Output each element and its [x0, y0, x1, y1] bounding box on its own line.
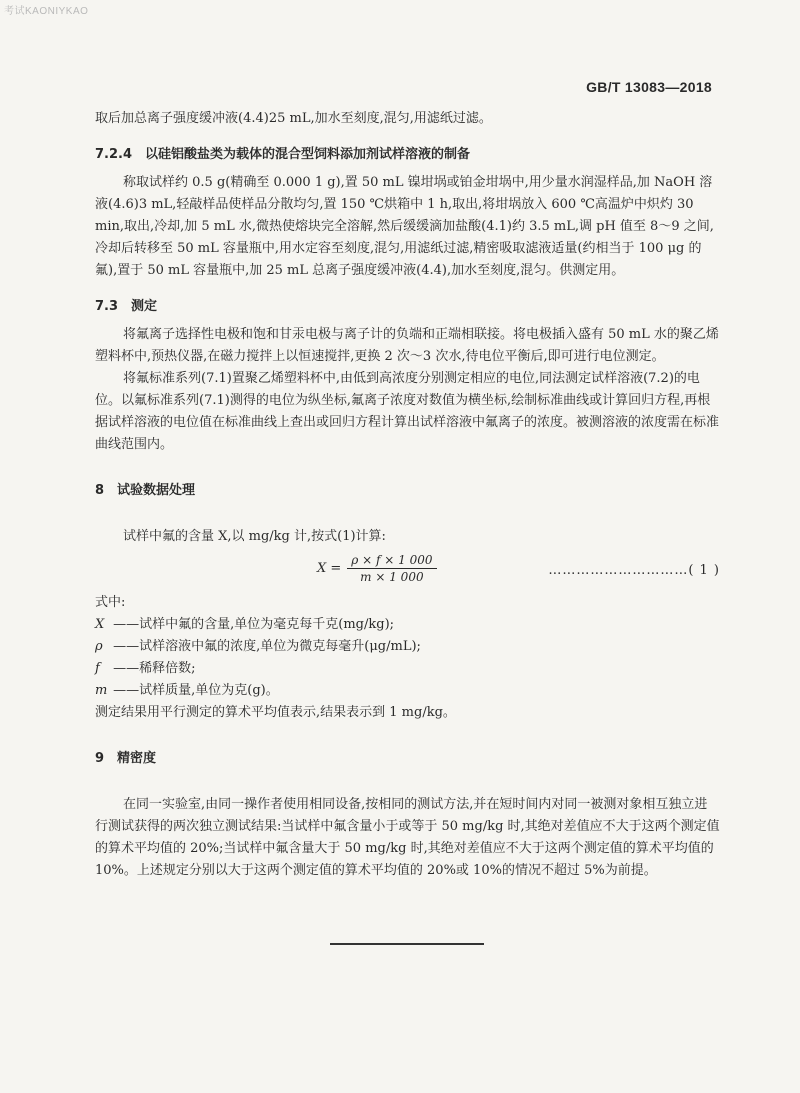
formula-expression — [317, 552, 437, 585]
where-label: 式中: — [95, 595, 126, 610]
end-rule — [330, 943, 484, 945]
formula-number: …………………………( 1 ) — [548, 563, 720, 578]
section-7-3-paragraph-1: 将氟离子选择性电极和饱和甘汞电极与离子计的负端和正端相联接。将电极插入盛有 50 mL 水的聚乙烯塑料杯中,预热仪器,在磁力搅拌上以恒速搅拌,更换 2 次～3 次水,待电位平衡后,即可进行电位测定。 — [95, 327, 719, 364]
section-7-2-4-text: 称取试样约 0.5 g(精确至 0.000 1 g),置 50 mL 镍坩埚或铂金坩埚中,用少量水润湿样品,加 NaOH 溶液(4.6)3 mL,轻敲样品使样品分散均匀,置 150 ℃烘箱中 1 h,取出,将坩埚放入 600 ℃高温炉中炽灼 30 min,取出,冷却,加 5 mL 水,微热使熔块完全溶解,然后缓缓滴加盐酸(4.1)约 3.5 mL,调 pH 值至 8～9 之间,冷却后转移至 50 mL 容量瓶中,用水定容至刻度,混匀,用滤纸过滤,精密吸取滤液适量(约相当于 100 μg 的氟),置于 50 mL 容量瓶中,加 25 mL 总离子强度缓冲液(4.4),加水至刻度,混匀。供测定用。 — [95, 175, 714, 278]
section-7-2-4-title: 7.2.4 以硅铝酸盐类为载体的混合型饲料添加剂试样溶液的制备 — [95, 147, 471, 162]
continued-paragraph: 取后加总离子强度缓冲液(4.4)25 mL,加水至刻度,混匀,用滤纸过滤。 — [95, 111, 492, 126]
section-9-title: 9 精密度 — [95, 751, 157, 766]
variable-definition: f ——稀释倍数; — [95, 661, 196, 676]
formula-1 — [95, 548, 720, 592]
formula-lhs: X = — [317, 560, 342, 576]
variable-definition: ρ ——试样溶液中氟的浓度,单位为微克每毫升(μg/mL); — [95, 639, 421, 654]
section-8-intro: 试样中氟的含量 X,以 mg/kg 计,按式(1)计算: — [123, 529, 386, 544]
variable-definition: X ——试样中氟的含量,单位为毫克每千克(mg/kg); — [95, 617, 395, 632]
document-body — [95, 108, 720, 882]
standard-code: GB/T 13083—2018 — [586, 79, 712, 95]
watermark-text: 考试KAONIYKAO — [4, 6, 89, 17]
formula-fraction — [347, 552, 436, 585]
variable-definition: m ——试样质量,单位为克(g)。 — [95, 683, 279, 698]
section-7-3-title: 7.3 测定 — [95, 299, 158, 314]
section-8-title: 8 试验数据处理 — [95, 483, 196, 498]
section-9-text: 在同一实验室,由同一操作者使用相同设备,按相同的测试方法,并在短时间内对同一被测对象相互独立进行测试获得的两次独立测试结果:当试样中氟含量小于或等于 50 mg/kg 时,其绝对差值应不大于这两个测定值的算术平均值的 20%;当试样中氟含量大于 50 mg/kg 时,其绝对差值应不大于这两个测定值的算术平均值的 10%。上述规定分别以大于这两个测定值的算术平均值的 20%或 10%的情况不超过 5%为前提。 — [95, 797, 720, 878]
formula-numerator: ρ × f × 1 000 — [347, 552, 436, 569]
formula-denominator: m × 1 000 — [360, 570, 424, 584]
result-expression-note: 测定结果用平行测定的算术平均值表示,结果表示到 1 mg/kg。 — [95, 705, 456, 720]
section-7-3-paragraph-2: 将氟标准系列(7.1)置聚乙烯塑料杯中,由低到高浓度分别测定相应的电位,同法测定试样溶液(7.2)的电位。以氟标准系列(7.1)测得的电位为纵坐标,氟离子浓度对数值为横坐标,绘制标准曲线或计算回归方程,再根据试样溶液的电位值在标准曲线上查出或回归方程计算出试样溶液中氟离子的浓度。被测溶液的浓度需在标准曲线范围内。 — [95, 371, 720, 452]
